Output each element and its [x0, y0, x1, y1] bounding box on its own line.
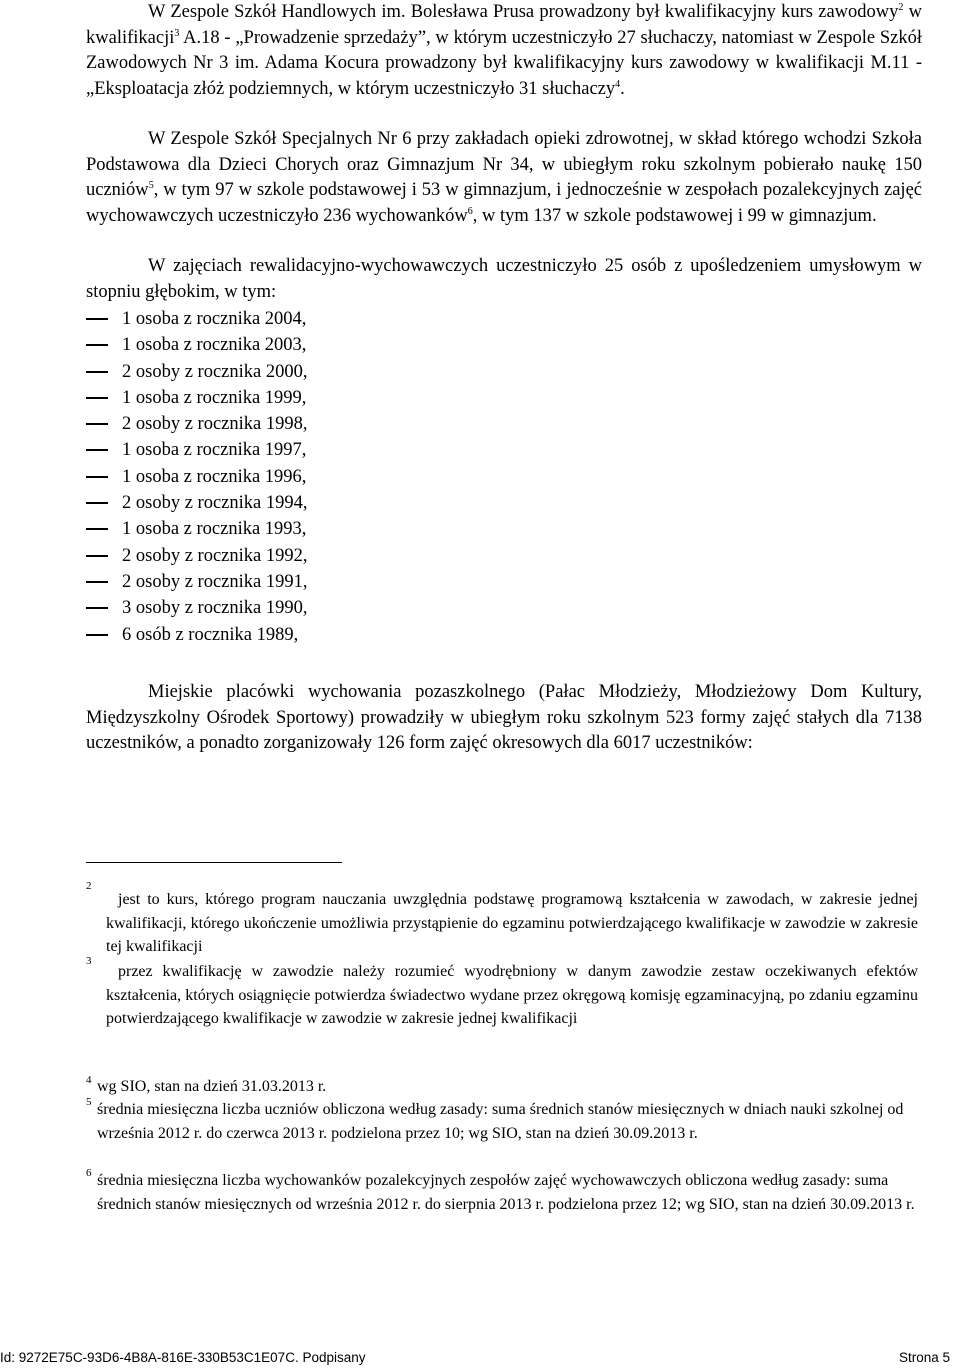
- footnote-number: 5: [86, 1096, 92, 1108]
- list-item: 1 osoba z rocznika 2003,: [86, 332, 686, 358]
- list-item: 2 osoby z rocznika 1994,: [86, 490, 686, 516]
- dash-bullet: [86, 476, 108, 478]
- p1-text-b: w kwalifikacji: [86, 2, 922, 48]
- list-item: 2 osoby z rocznika 1998,: [86, 411, 686, 437]
- footnote-ref-2: 2: [898, 1, 904, 13]
- p1-text-a: W Zespole Szkół Handlowych im. Bolesława Prusa prowadzony był kwalifikacyjny kurs zawodowy: [148, 2, 899, 22]
- footnote-2: jest to kurs, którego program nauczania uwzględnia podstawę programową kształcenia w zawodach, w zakresie jednej kwalifikacji, którego ukończenie umożliwia przystąpienie do egzaminu potwierdzającego kwalifikacje w zawodzie w zakresie tej kwalifikacji: [106, 891, 918, 955]
- dash-bullet: [86, 581, 108, 583]
- dash-bullet: [86, 502, 108, 504]
- list-item: 1 osoba z rocznika 2004,: [86, 306, 686, 332]
- dash-bullet: [86, 318, 108, 320]
- p2-text-a: W Zespole Szkół Specjalnych Nr 6 przy zakładach opieki zdrowotnej, w skład którego wchodzi Szkoła Podstawowa dla Dzieci Chorych oraz Gimnazjum Nr 34, w ubiegłym roku szkolnym pobierało naukę 150 uczniów: [86, 129, 922, 200]
- footnote-6: średnia miesięczna liczba wychowanków pozalekcyjnych zespołów zajęć wychowawczych obliczona według zasady: suma średnich stanów miesięcznych od września 2012 r. do sierpnia 2013 r. podzielona przez 12; wg SIO, stan na dzień 30.09.2013 r.: [97, 1172, 915, 1213]
- footnote-4: wg SIO, stan na dzień 31.03.2013 r.: [97, 1078, 327, 1095]
- footnote-ref-3: 3: [174, 27, 180, 39]
- p4-text: Miejskie placówki wychowania pozaszkolnego (Pałac Młodzieży, Młodzieżowy Dom Kultury, Międzyszkolny Ośrodek Sportowy) prowadziły w ubiegłym roku szkolnym 523 formy zajęć stałych dla 7138 uczestników, a ponadto zorganizowały 126 form zajęć okresowych dla 6017 uczestników:: [86, 682, 922, 753]
- dash-bullet: [86, 555, 108, 557]
- footnote-5: średnia miesięczna liczba uczniów obliczona według zasady: suma średnich stanów miesięcznych w dniach nauki szkolnej od września 2012 r. do czerwca 2013 r. podzielona przez 10; wg SIO, stan na dzień 30.09.2013 r.: [97, 1101, 904, 1142]
- dash-bullet: [86, 607, 108, 609]
- paragraph-rewalidacja: [86, 254, 922, 305]
- footnote-number: 6: [86, 1167, 92, 1179]
- footnote-separator: [86, 862, 342, 863]
- list-item: 1 osoba z rocznika 1999,: [86, 385, 686, 411]
- dash-bullet: [86, 528, 108, 530]
- dash-bullet: [86, 344, 108, 346]
- footnote-ref-5: 5: [148, 179, 154, 191]
- p2-text-b: , w tym 97 w szkole podstawowej i 53 w gimnazjum, i jednocześnie w zespołach pozalekcyjnych zajęć wychowawczych uczestniczyło 236 wychowanków: [86, 180, 922, 226]
- dash-bullet: [86, 634, 108, 636]
- footnote-ref-4: 4: [615, 78, 621, 90]
- footnote-ref-6: 6: [467, 205, 473, 217]
- dash-bullet: [86, 449, 108, 451]
- document-id: Id: 9272E75C-93D6-4B8A-816E-330B53C1E07C. Podpisany: [0, 1350, 366, 1365]
- list-item: 3 osoby z rocznika 1990,: [86, 595, 686, 621]
- dash-bullet: [86, 423, 108, 425]
- list-item: 1 osoba z rocznika 1997,: [86, 437, 686, 463]
- dash-bullet: [86, 371, 108, 373]
- birth-year-list: [86, 306, 686, 648]
- page-number: Strona 5: [898, 1350, 950, 1365]
- list-item: 2 osoby z rocznika 1992,: [86, 543, 686, 569]
- list-item: 6 osób z rocznika 1989,: [86, 622, 686, 648]
- footnote-number: 2: [86, 880, 92, 892]
- footnote-number: 3: [86, 955, 92, 967]
- list-item: 2 osoby z rocznika 1991,: [86, 569, 686, 595]
- footnote-3: przez kwalifikację w zawodzie należy rozumieć wyodrębniony w danym zawodzie zestaw oczekiwanych efektów kształcenia, których osiągnięcie potwierdza świadectwo wydane przez okręgową komisję egzaminacyjną, po zdaniu egzaminu potwierdzającego kwalifikacje w zawodzie w zakresie jednej kwalifikacji: [106, 963, 918, 1027]
- list-item: 2 osoby z rocznika 2000,: [86, 359, 686, 385]
- footnote-number: 4: [86, 1074, 92, 1086]
- p1-text-c: A.18 - „Prowadzenie sprzedaży”, w którym uczestniczyło 27 słuchaczy, natomiast w Zespole Szkół Zawodowych Nr 3 im. Adama Kocura prowadzony był kwalifikacyjny kurs zawodowy w kwalifikacji M.11 - „Eksploatacja złóż podziemnych, w którym uczestniczyło 31 słuchaczy: [86, 27, 922, 99]
- dash-bullet: [86, 397, 108, 399]
- list-item: 1 osoba z rocznika 1996,: [86, 464, 686, 490]
- p1-text-d: .: [620, 78, 625, 99]
- p3-text: W zajęciach rewalidacyjno-wychowawczych uczestniczyło 25 osób z upośledzeniem umysłowym w stopniu głębokim, w tym:: [86, 256, 922, 302]
- paragraph-out-of-school: [86, 680, 922, 757]
- list-item: 1 osoba z rocznika 1993,: [86, 516, 686, 542]
- paragraph-vocational-courses: [86, 0, 922, 102]
- p2-text-c: , w tym 137 w szkole podstawowej i 99 w gimnazjum.: [472, 205, 877, 226]
- paragraph-special-schools: [86, 127, 922, 229]
